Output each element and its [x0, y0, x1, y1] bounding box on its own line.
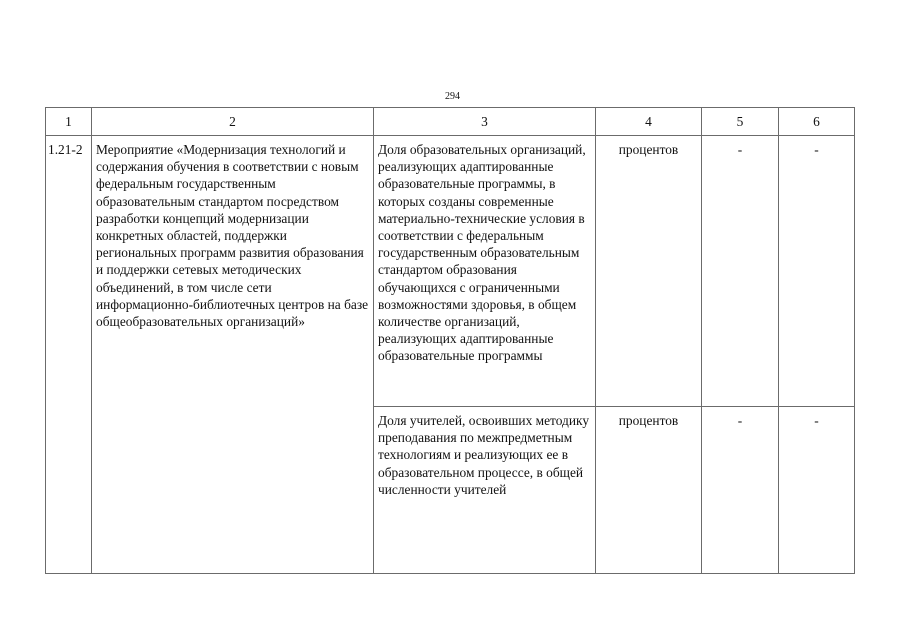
indicator-name-cell: Доля образовательных организаций, реализующих адаптированные образовательные программы, в которых созданы современные материально-технические условия в соответствии с федеральным государственным образовательным стандартом образования обучающихся с ограниченными возможностями здоровья, в общем количестве организаций, реализующих адаптированные образовательные программы	[374, 136, 596, 407]
header-cell-4: 4	[596, 108, 702, 136]
row-code-cell: 1.21-2	[46, 136, 92, 574]
header-cell-5: 5	[702, 108, 779, 136]
indicator-unit-cell: процентов	[596, 407, 702, 574]
header-cell-1: 1	[46, 108, 92, 136]
indicator-value-col5: -	[702, 136, 779, 407]
header-cell-6: 6	[779, 108, 855, 136]
indicators-table	[45, 107, 855, 574]
event-description-cell: Мероприятие «Модернизация технологий и содержания обучения в соответствии с новым федеральным государственным образовательным стандартом посредством разработки концепций модернизации конкретных областей, поддержки региональных программ развития образования и поддержки сетевых методических объединений, в том числе сети информационно-библиотечных центров на базе общеобразовательных организаций»	[92, 136, 374, 574]
table-row	[46, 136, 855, 407]
header-cell-2: 2	[92, 108, 374, 136]
header-cell-3: 3	[374, 108, 596, 136]
indicator-value-col6: -	[779, 136, 855, 407]
indicator-unit-cell: процентов	[596, 136, 702, 407]
indicator-value-col5: -	[702, 407, 779, 574]
page-number: 294	[445, 91, 460, 102]
table-header-row	[46, 108, 855, 136]
indicator-value-col6: -	[779, 407, 855, 574]
indicator-name-cell: Доля учителей, освоивших методику преподавания по межпредметным технологиям и реализующих ее в образовательном процессе, в общей численности учителей	[374, 407, 596, 574]
